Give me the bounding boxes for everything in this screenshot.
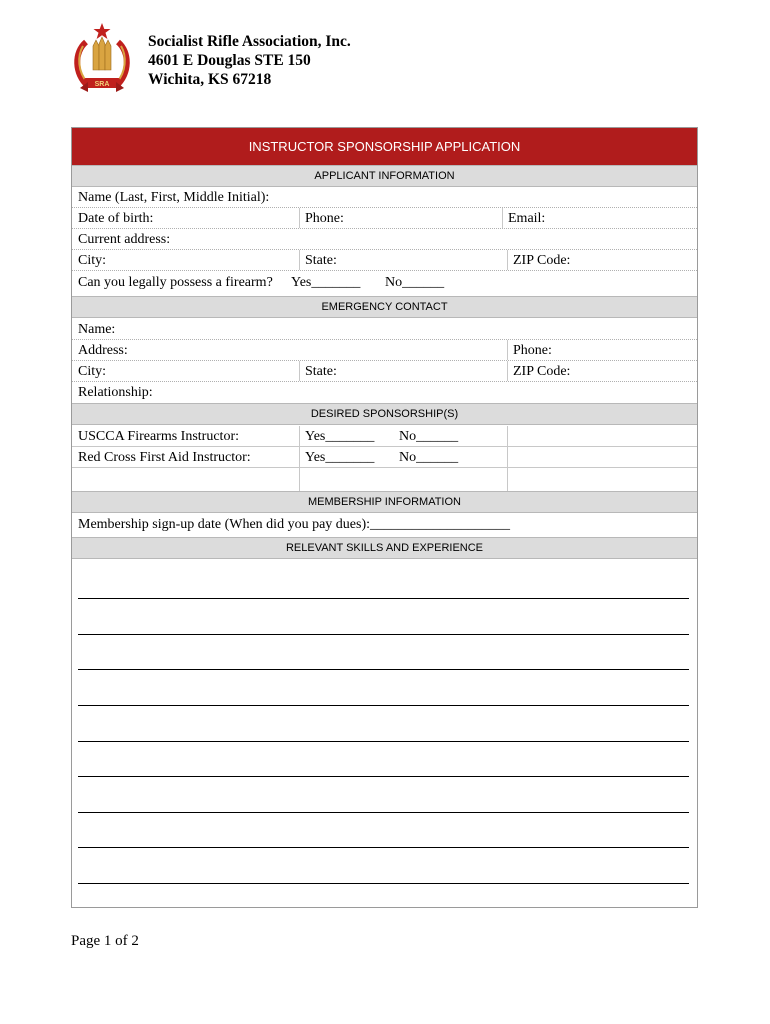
skills-line <box>78 776 689 777</box>
skills-line <box>78 812 689 813</box>
emergency-relationship-label: Relationship: <box>78 385 153 400</box>
skills-line <box>78 741 689 742</box>
sponsorship-empty-row[interactable] <box>72 468 697 491</box>
skills-line <box>78 669 689 670</box>
applicant-zip-label: ZIP Code: <box>513 253 571 268</box>
sponsorship-no-blank[interactable]: No______ <box>399 450 459 465</box>
org-city: Wichita, KS 67218 <box>148 71 272 88</box>
skills-line <box>78 634 689 635</box>
sponsorship-row <box>72 447 697 468</box>
applicant-dob-phone-email-row <box>72 208 697 229</box>
emergency-name-field[interactable] <box>72 319 697 340</box>
org-header <box>148 32 351 89</box>
applicant-email-label: Email: <box>508 211 546 226</box>
applicant-address-field[interactable] <box>72 229 697 250</box>
emergency-relationship-field[interactable] <box>72 382 697 403</box>
membership-signup-label: Membership sign-up date (When did you pay dues):____________________ <box>78 517 510 532</box>
emergency-city-state-zip-row <box>72 361 697 382</box>
page-number: Page 1 of 2 <box>71 933 139 949</box>
emergency-state-label: State: <box>305 364 337 379</box>
application-form <box>71 127 698 908</box>
org-address: 4601 E Douglas STE 150 <box>148 52 311 69</box>
sponsorship-label: USCCA Firearms Instructor: <box>78 429 239 444</box>
sponsorship-row <box>72 426 697 447</box>
applicant-city-label: City: <box>78 253 107 268</box>
firearm-yes-blank[interactable]: Yes_______ <box>291 275 361 290</box>
applicant-phone-label: Phone: <box>305 211 344 226</box>
membership-signup-row[interactable] <box>72 514 697 537</box>
applicant-dob-label: Date of birth: <box>78 211 154 226</box>
sra-logo <box>70 22 134 98</box>
emergency-city-label: City: <box>78 364 107 379</box>
skills-line <box>78 598 689 599</box>
svg-text:SRA: SRA <box>94 81 110 88</box>
applicant-name-label: Name (Last, First, Middle Initial): <box>78 190 270 205</box>
section-emergency-contact: EMERGENCY CONTACT <box>72 296 697 318</box>
section-desired-sponsorships: DESIRED SPONSORSHIP(S) <box>72 403 697 425</box>
firearm-question-row <box>72 272 697 295</box>
emergency-phone-label: Phone: <box>513 343 552 358</box>
skills-writing-area[interactable] <box>72 559 697 907</box>
section-membership-information: MEMBERSHIP INFORMATION <box>72 491 697 513</box>
skills-line <box>78 847 689 848</box>
sponsorship-yes-blank[interactable]: Yes_______ <box>305 429 375 444</box>
section-applicant-information: APPLICANT INFORMATION <box>72 165 697 187</box>
firearm-no-blank[interactable]: No______ <box>385 275 445 290</box>
emergency-zip-label: ZIP Code: <box>513 364 571 379</box>
sponsorship-label: Red Cross First Aid Instructor: <box>78 450 251 465</box>
skills-line <box>78 883 689 884</box>
emergency-name-label: Name: <box>78 322 116 337</box>
sponsorship-yes-blank[interactable]: Yes_______ <box>305 450 375 465</box>
sponsorship-no-blank[interactable]: No______ <box>399 429 459 444</box>
applicant-address-label: Current address: <box>78 232 171 247</box>
emergency-address-label: Address: <box>78 343 128 358</box>
applicant-name-field[interactable] <box>72 187 697 208</box>
emergency-address-phone-row <box>72 340 697 361</box>
firearm-question-label: Can you legally possess a firearm? <box>78 275 273 290</box>
applicant-city-state-zip-row <box>72 250 697 271</box>
form-title: INSTRUCTOR SPONSORSHIP APPLICATION <box>72 128 697 165</box>
section-relevant-skills: RELEVANT SKILLS AND EXPERIENCE <box>72 537 697 559</box>
applicant-state-label: State: <box>305 253 337 268</box>
skills-line <box>78 705 689 706</box>
org-name: Socialist Rifle Association, Inc. <box>148 33 351 50</box>
